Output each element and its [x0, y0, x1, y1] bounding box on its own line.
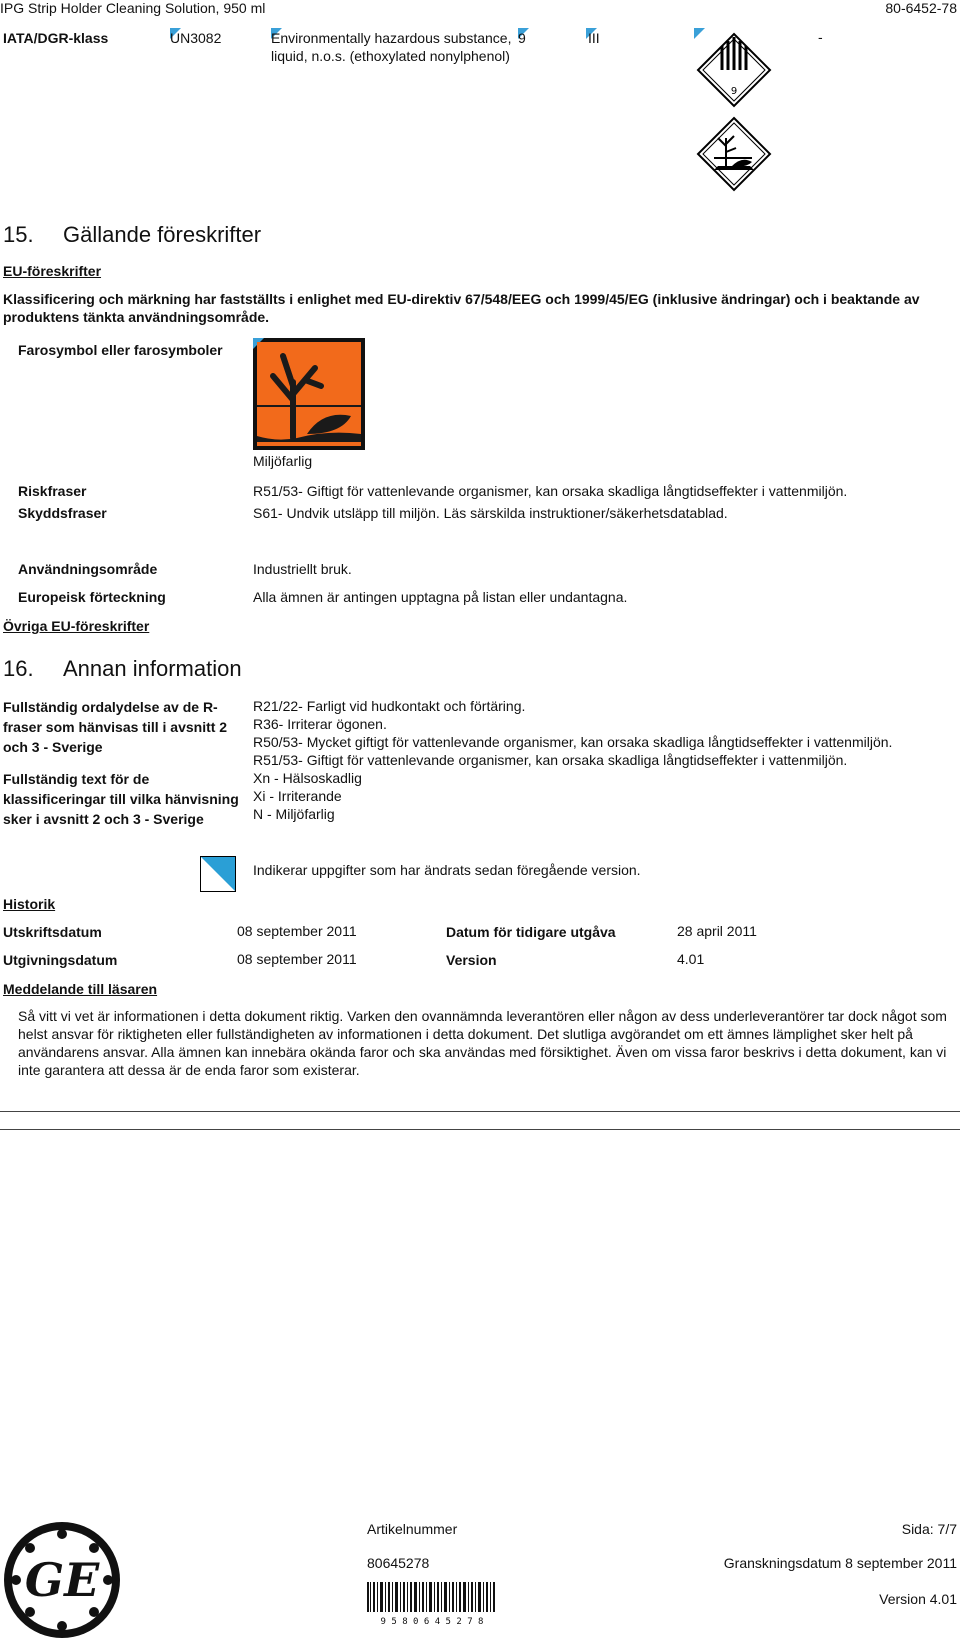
inventory-label: Europeisk förteckning: [18, 589, 166, 605]
safety-phrases-label: Skyddsfraser: [18, 505, 107, 521]
version-value: 4.01: [677, 951, 705, 967]
article-number-value: 80645278: [367, 1555, 430, 1571]
phrase-item: Xi - Irriterande: [253, 788, 342, 804]
section-15-number: 15.: [3, 222, 34, 247]
print-date-label: Utskriftsdatum: [3, 924, 102, 940]
document-header-code: 80-6452-78: [885, 0, 957, 16]
footer-version: Version 4.01: [879, 1591, 957, 1607]
phrase-item: N - Miljöfarlig: [253, 806, 335, 822]
change-indicator-border: [200, 856, 236, 892]
previous-date-value: 28 april 2011: [677, 923, 757, 939]
inventory-value: Alla ämnen är antingen upptagna på listan eller undantagna.: [253, 589, 628, 605]
barcode-bars-icon: [367, 1582, 497, 1612]
section-16-number: 16.: [3, 656, 34, 681]
previous-date-label: Datum för tidigare utgåva: [446, 924, 616, 940]
history-heading: Historik: [3, 896, 56, 912]
transport-dash: -: [818, 29, 823, 45]
r-phrases-full-label: Fullständig ordalydelse av de R-fraser som hänvisas till i avsnitt 2 och 3 - Sverige: [3, 699, 228, 755]
section-15-title: Gällande föreskrifter: [63, 222, 262, 247]
risk-phrases-text: R51/53- Giftigt för vattenlevande organismer, kan orsaka skadliga långtidseffekter i vattenmiljön.: [253, 483, 848, 499]
environment-hazard-diamond-icon: [696, 116, 772, 192]
section-16-title: Annan information: [63, 656, 242, 681]
change-indicator-note: Indikerar uppgifter som har ändrats sedan föregående version.: [253, 862, 641, 878]
transport-un-number: UN3082: [170, 30, 222, 46]
phrase-item: R51/53- Giftigt för vattenlevande organismer, kan orsaka skadliga långtidseffekter i vattenmiljön.: [253, 752, 848, 768]
issue-date-label: Utgivningsdatum: [3, 952, 118, 968]
barcode: [367, 1582, 497, 1627]
article-number-label: Artikelnummer: [367, 1521, 458, 1537]
hazard-symbol-label: Farosymbol eller farosymboler: [18, 342, 223, 358]
phrase-item: Xn - Hälsoskadlig: [253, 770, 362, 786]
transport-hazard-class: 9: [518, 30, 526, 46]
phrase-item: R21/22- Farligt vid hudkontakt och förtäring.: [253, 698, 526, 714]
document-header-product: IPG Strip Holder Cleaning Solution, 950 ml: [0, 0, 266, 16]
transport-packing-group: III: [588, 30, 600, 46]
reader-notice-heading: Meddelande till läsaren: [3, 981, 158, 997]
barcode-digits: 9 5 8 0 6 4 5 2 7 8: [380, 1617, 484, 1627]
hazard-symbol-background: [257, 342, 361, 446]
classification-full-label: Fullständig text för de klassificeringar till vilka hänvisning sker i avsnitt 2 och 3 - Sverige: [3, 771, 239, 827]
divider: [0, 1111, 960, 1112]
dead-tree-fish-icon: [257, 342, 361, 446]
eu-regulations-heading: EU-föreskrifter: [3, 263, 102, 279]
safety-phrases-text: S61- Undvik utsläpp till miljön. Läs särskilda instruktioner/säkerhetsdatablad.: [253, 505, 728, 521]
divider: [0, 1129, 960, 1130]
phrase-item: R36- Irriterar ögonen.: [253, 716, 387, 732]
review-date: Granskningsdatum 8 september 2011: [723, 1555, 957, 1571]
hazard-symbol-frame: [253, 338, 365, 450]
transport-shipping-name: Environmentally hazardous substance, liquid, n.o.s. (ethoxylated nonylphenol): [271, 30, 512, 64]
print-date-value: 08 september 2011: [237, 923, 357, 939]
svg-text:GE: GE: [24, 1553, 100, 1607]
ge-logo-icon: [2, 1520, 122, 1640]
use-label: Användningsområde: [18, 561, 158, 577]
page-number: Sida: 7/7: [901, 1521, 957, 1537]
other-eu-regulations-heading: Övriga EU-föreskrifter: [3, 618, 150, 634]
class-9-diamond-icon: [696, 32, 772, 108]
phrase-list: [253, 697, 953, 823]
reader-notice-text: Så vitt vi vet är informationen i detta dokument riktig. Varken den ovannämnda leverantören eller någon av dess underleverantörer tar dock något som helst ansvar för riktigheten eller fullständigheten av informationen i detta dokument. Det slutliga avgörandet om ett ämnes lämplighet sker helt på användarens ansvar. Alla ämnen kan innebära okända faror och ska användas med försiktighet. Även om vissa faror beskrivs i detta dokument, kan vi inte garantera att dessa är de enda faror som existerar.: [18, 1008, 947, 1078]
classification-statement: Klassificering och märkning har fastställts i enlighet med EU-direktiv 67/548/EEG och 1999/45/EG (inklusive ändringar) och i beaktande av produktens tänkta användningsområde.: [3, 291, 920, 325]
phrase-item: R50/53- Mycket giftigt för vattenlevande organismer, kan orsaka skadliga långtidseffekter i vattenmiljön.: [253, 734, 893, 750]
hazard-symbol-caption: Miljöfarlig: [253, 453, 313, 469]
version-label: Version: [446, 952, 497, 968]
risk-phrases-label: Riskfraser: [18, 483, 87, 499]
use-value: Industriellt bruk.: [253, 561, 352, 577]
svg-text:9: 9: [730, 86, 738, 97]
issue-date-value: 08 september 2011: [237, 951, 357, 967]
transport-class-label: IATA/DGR-klass: [3, 30, 109, 46]
